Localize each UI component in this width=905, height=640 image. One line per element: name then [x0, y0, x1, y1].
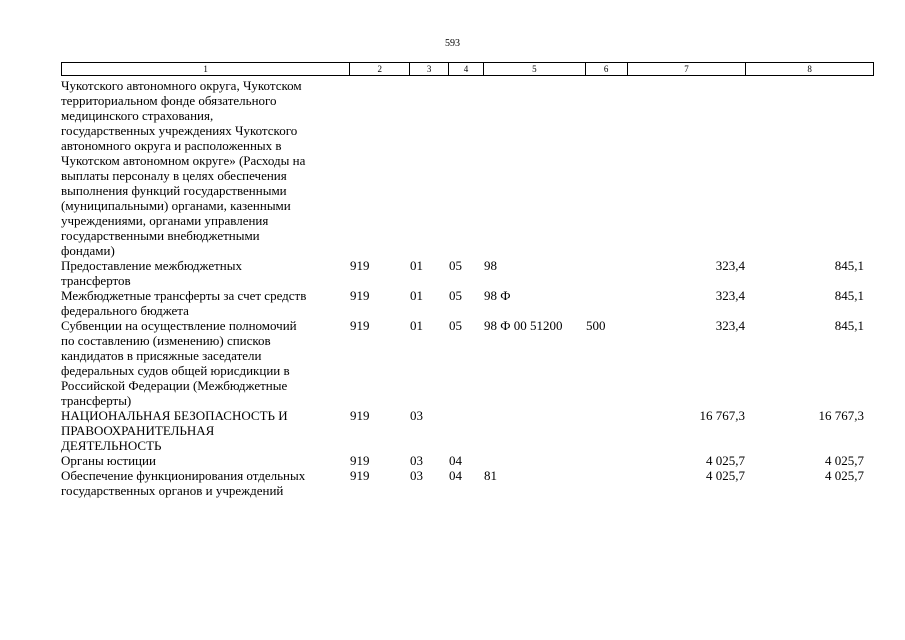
header-col-7: 7	[628, 63, 747, 75]
row-sum-2	[747, 78, 866, 258]
row-sum-2: 845,1	[834, 258, 864, 273]
row-rz: 03	[410, 453, 423, 468]
row-sum-1: 323,4	[715, 318, 745, 333]
row-name: Обеспечение функционирования отдельных государственных органов и учреждений	[61, 468, 306, 498]
header-col-1: 1	[62, 63, 350, 75]
table-row	[61, 453, 874, 468]
row-rz: 01	[410, 258, 423, 273]
row-sum-1: 323,4	[715, 288, 745, 303]
row-grbs: 919	[350, 318, 370, 333]
row-pr: 04	[449, 453, 462, 468]
row-grbs: 919	[350, 468, 370, 483]
row-grbs: 919	[350, 288, 370, 303]
row-vr	[586, 408, 628, 453]
row-csr	[484, 453, 586, 468]
header-col-4: 4	[449, 63, 484, 75]
row-rz: 03	[410, 408, 423, 423]
row-sum-2: 4 025,7	[825, 468, 864, 483]
row-csr: 81	[484, 468, 497, 483]
row-name: Чукотского автономного округа, Чукотском территориальном фонде обязательного медицинского страхования, государственных учреждениях Чукотского автономного округа и расположенных в Чукотском автономном округе» (Расходы на выплаты персоналу в целях обеспечения выполнения функций государственными (муниципальными) органами, казенными учреждениями, органами управления государственными внебюджетными фондами)	[61, 78, 306, 258]
row-grbs	[350, 78, 410, 258]
row-grbs: 919	[350, 258, 370, 273]
header-col-6: 6	[586, 63, 628, 75]
table-row	[61, 468, 874, 498]
header-col-8: 8	[807, 64, 812, 74]
page-number: 593	[445, 38, 460, 49]
row-sum-2: 16 767,3	[818, 408, 864, 423]
row-rz	[410, 78, 449, 258]
header-col-3: 3	[410, 63, 449, 75]
row-name: Межбюджетные трансферты за счет средств федерального бюджета	[61, 288, 307, 318]
row-vr	[586, 78, 628, 258]
row-name: Субвенции на осуществление полномочий по составлению (изменению) списков кандидатов в присяжные заседатели федеральных судов общей юрисдикции в Российской Федерации (Межбюджетные трансферты)	[61, 318, 297, 408]
row-vr	[586, 258, 628, 288]
row-csr	[484, 78, 586, 258]
row-csr	[484, 408, 586, 453]
row-sum-2: 4 025,7	[825, 453, 864, 468]
row-name: НАЦИОНАЛЬНАЯ БЕЗОПАСНОСТЬ И ПРАВООХРАНИТЕЛЬНАЯ ДЕЯТЕЛЬНОСТЬ	[61, 408, 288, 453]
row-grbs: 919	[350, 453, 370, 468]
row-sum-2: 845,1	[834, 288, 864, 303]
table-row	[61, 78, 874, 258]
row-vr	[586, 453, 628, 468]
header-col-2: 2	[350, 63, 410, 75]
row-rz: 01	[410, 288, 423, 303]
table-row	[61, 258, 874, 288]
row-sum-1: 4 025,7	[706, 468, 745, 483]
table-row	[61, 408, 874, 453]
row-sum-2: 845,1	[834, 318, 864, 333]
row-pr: 05	[449, 258, 462, 273]
row-csr: 98	[484, 258, 497, 273]
row-pr	[449, 78, 484, 258]
row-csr: 98 Ф	[484, 288, 511, 303]
row-vr	[586, 288, 628, 318]
row-sum-1: 16 767,3	[699, 408, 745, 423]
header-col-5: 5	[484, 63, 586, 75]
row-sum-1: 4 025,7	[706, 453, 745, 468]
row-sum-1: 323,4	[715, 258, 745, 273]
row-csr: 98 Ф 00 51200	[484, 318, 563, 333]
row-pr: 05	[449, 318, 462, 333]
table-row	[61, 318, 874, 408]
row-sum-1	[628, 78, 747, 258]
row-pr	[449, 408, 484, 453]
row-vr	[586, 468, 628, 498]
table-row	[61, 288, 874, 318]
row-pr: 04	[449, 468, 462, 483]
row-grbs: 919	[350, 408, 370, 423]
table-header	[61, 62, 874, 76]
row-vr: 500	[586, 318, 606, 333]
table-body	[61, 78, 874, 498]
row-pr: 05	[449, 288, 462, 303]
row-name: Органы юстиции	[61, 453, 156, 468]
row-name: Предоставление межбюджетных трансфертов	[61, 258, 243, 288]
row-rz: 03	[410, 468, 423, 483]
row-rz: 01	[410, 318, 423, 333]
